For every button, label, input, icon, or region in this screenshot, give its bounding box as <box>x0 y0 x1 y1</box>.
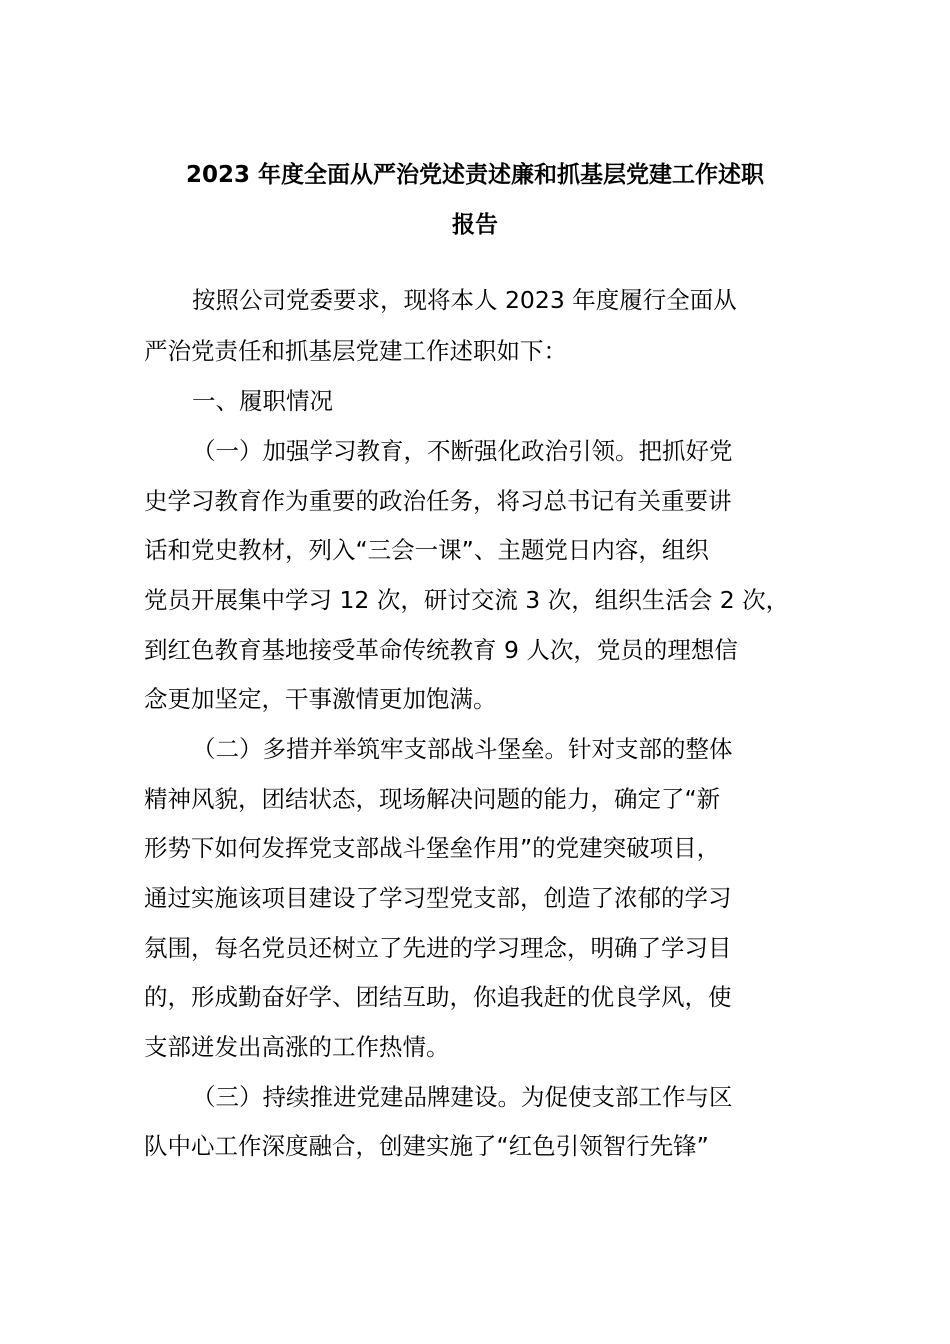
body-line: 史学习教育作为重要的政治任务，将习总书记有关重要讲 <box>144 487 732 515</box>
body-line: 按照公司党委要求，现将本人 2023 年度履行全面从 <box>192 286 737 314</box>
document-title-line-1: 2023 年度全面从严治党述责述廉和抓基层党建工作述职 <box>185 162 765 188</box>
body-line: （三）持续推进党建品牌建设。为促使支部工作与区 <box>192 1083 733 1111</box>
body-line: 通过实施该项目建设了学习型党支部，创造了浓郁的学习 <box>144 884 732 912</box>
document-title-line-2: 报告 <box>452 212 498 238</box>
body-line: 氛围，每名党员还树立了先进的学习理念，明确了学习目 <box>144 934 732 962</box>
body-line: 念更加坚定，干事激情更加饱满。 <box>144 685 497 713</box>
body-line: （一）加强学习教育，不断强化政治引领。把抓好党 <box>192 437 733 465</box>
body-line: 队中心工作深度融合，创建实施了“红色引领智行先锋” <box>144 1132 709 1160</box>
section-heading: 一、履职情况 <box>192 387 333 415</box>
body-line: 支部迸发出高涨的工作热情。 <box>144 1033 450 1061</box>
body-line: （二）多措并举筑牢支部战斗堡垒。针对支部的整体 <box>192 735 733 763</box>
body-line: 党员开展集中学习 12 次，研讨交流 3 次，组织生活会 2 次， <box>144 586 790 614</box>
body-line: 精神风貌，团结状态，现场解决问题的能力，确定了“新 <box>144 785 721 813</box>
body-line: 到红色教育基地接受革命传统教育 9 人次，党员的理想信 <box>144 636 738 664</box>
body-line: 形势下如何发挥党支部战斗堡垒作用”的党建突破项目， <box>144 834 721 862</box>
body-line: 话和党史教材，列入“三会一课”、主题党日内容，组织 <box>144 536 709 564</box>
body-line: 的，形成勤奋好学、团结互助，你追我赶的优良学风，使 <box>144 983 732 1011</box>
body-line: 严治党责任和抓基层党建工作述职如下： <box>144 337 567 365</box>
